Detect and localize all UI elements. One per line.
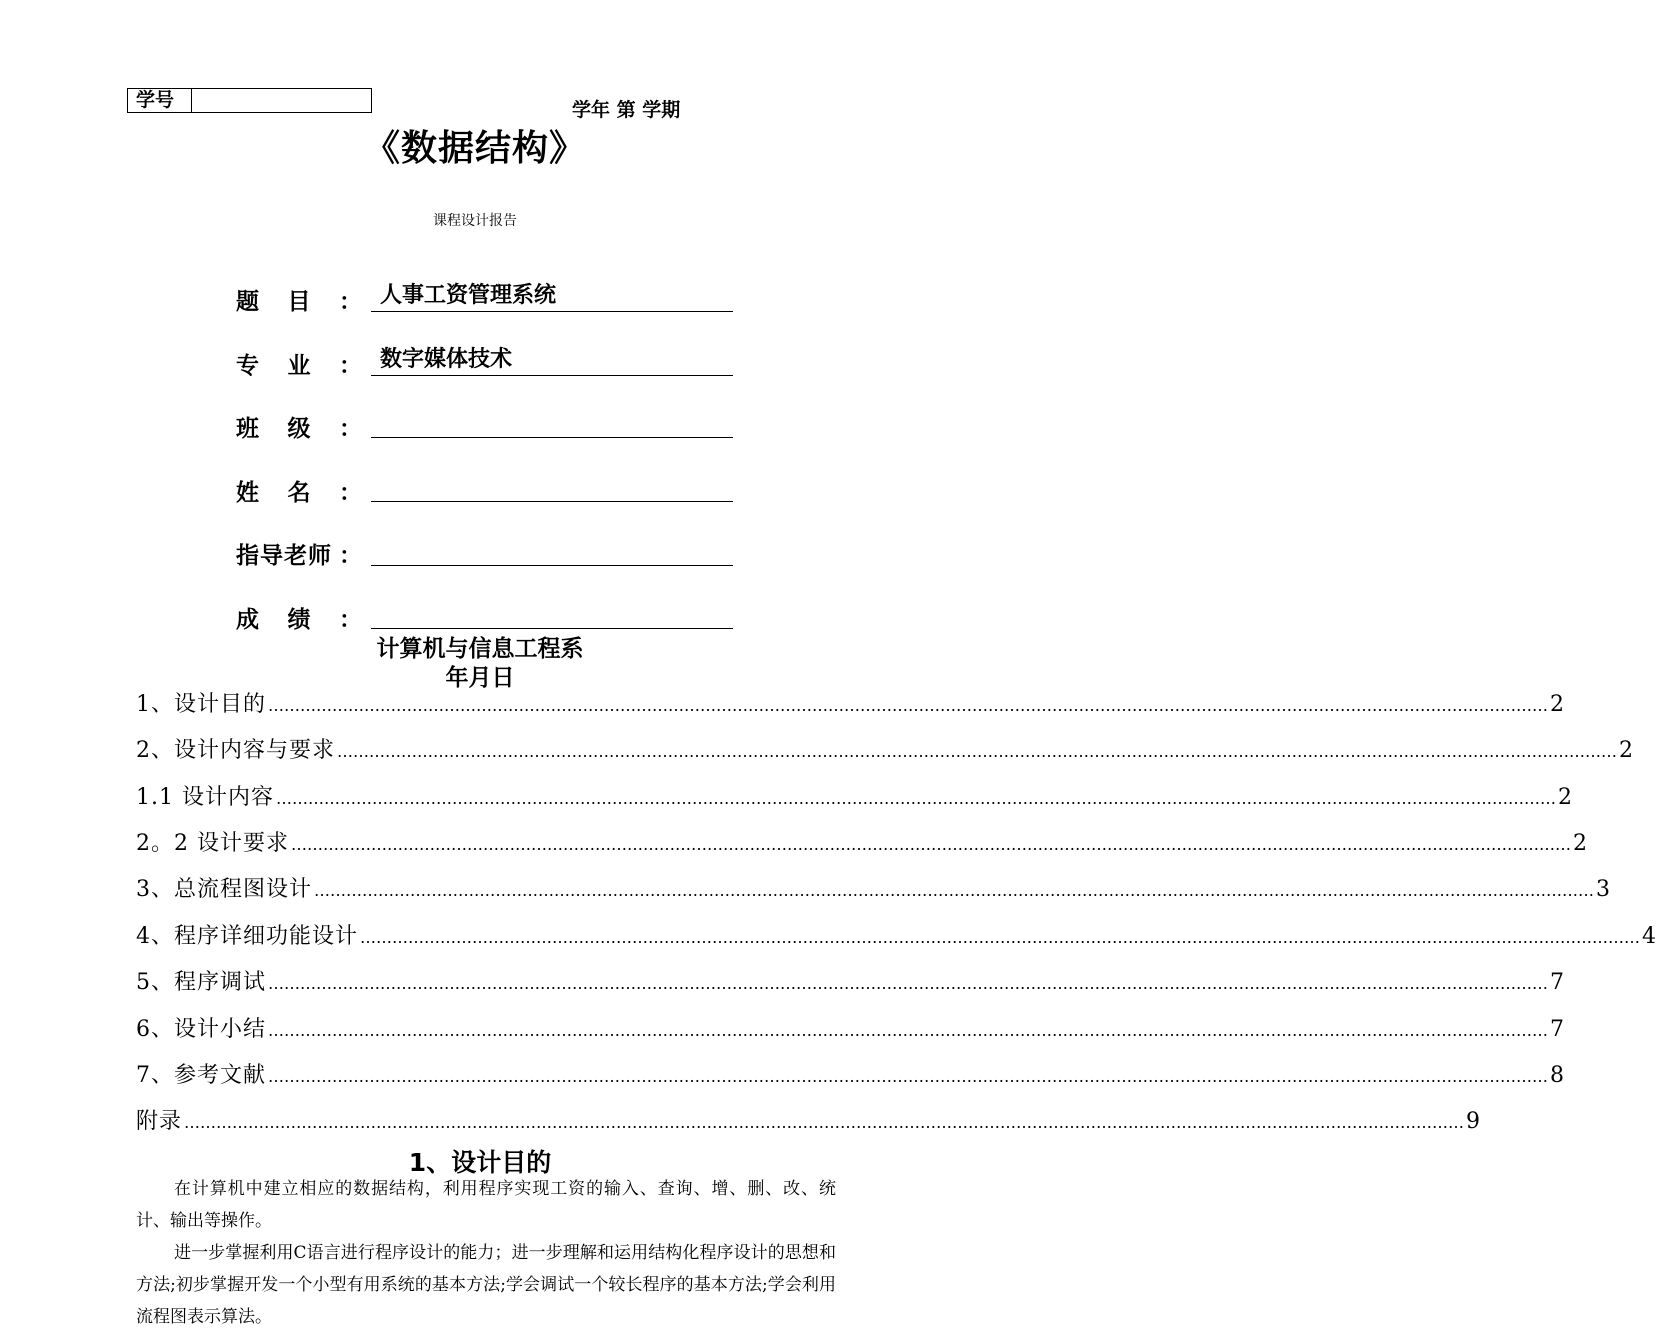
toc-entry[interactable]: 2、设计内容与要求 …………………………………………………………………………………………………………………………………………………………………………………………………………………… 2 [136,738,1633,763]
body-paragraph: 进一步掌握利用C语言进行程序设计的能力；进一步理解和运用结构化程序设计的思想和方法;初步掌握开发一个小型有用系统的基本方法;学会调试一个较长程序的基本方法;学会利用流程图表示算法。 [136,1243,836,1327]
toc-entry[interactable]: 4、程序详细功能设计 …………………………………………………………………………………………………………………………………………………………………………………………………………………… 4 [136,924,1656,949]
field-value-class [371,408,733,438]
student-id-box [127,88,372,113]
toc-entry[interactable]: 3、总流程图设计 …………………………………………………………………………………………………………………………………………………………………………………………………………………… 3 [136,877,1610,902]
field-value-advisor [371,536,733,566]
toc-entry[interactable]: 附录 …………………………………………………………………………………………………………………………………………………………………………………………………………………… 9 [136,1109,1481,1134]
field-label-major: 专 业 ： [236,353,362,379]
field-label-topic: 题 目 ： [236,289,362,315]
section-heading: 1、设计目的 [408,1148,552,1177]
toc-entry[interactable]: 5、程序调试 …………………………………………………………………………………………………………………………………………………………………………………………………………………… 7 [136,970,1564,995]
academic-term: 学年 第 学期 [572,99,681,121]
student-id-value [192,89,371,112]
body-paragraph: 在计算机中建立相应的数据结构，利用程序实现工资的输入、查询、增、删、改、统计、输出等操作。 [136,1179,836,1231]
toc-entry[interactable]: 2。2 设计要求 …………………………………………………………………………………………………………………………………………………………………………………………………………………… 2 [136,831,1587,856]
toc-leader: …………………………………………………………………………………………………………………………………………………………………………………………………………………… [268,1021,1548,1040]
field-value-topic: 人事工资管理系统 [371,282,733,312]
toc-leader: …………………………………………………………………………………………………………………………………………………………………………………………………………………… [268,974,1548,993]
department-name: 计算机与信息工程系 [376,636,584,662]
field-label-name: 姓 名 ： [236,480,362,506]
field-value-grade [371,599,733,629]
toc-entry[interactable]: 1.1 设计内容 …………………………………………………………………………………………………………………………………………………………………………………………………………………… 2 [136,785,1572,810]
toc-leader: …………………………………………………………………………………………………………………………………………………………………………………………………………………… [184,1113,1465,1132]
toc-leader: …………………………………………………………………………………………………………………………………………………………………………………………………………………… [268,1067,1548,1086]
field-label-advisor: 指导老师 ： [236,543,362,569]
field-value-major: 数字媒体技术 [371,346,733,376]
toc-leader: …………………………………………………………………………………………………………………………………………………………………………………………………………………… [360,928,1640,947]
toc-entry[interactable]: 1、设计目的 …………………………………………………………………………………………………………………………………………………………………………………………………………………… 2 [136,692,1564,717]
field-label-grade: 成 绩 ： [236,607,362,633]
toc-leader: …………………………………………………………………………………………………………………………………………………………………………………………………………………… [291,835,1571,854]
toc-leader: …………………………………………………………………………………………………………………………………………………………………………………………………………………… [275,789,1556,808]
toc-leader: …………………………………………………………………………………………………………………………………………………………………………………………………………………… [268,696,1548,715]
document-subtitle: 课程设计报告 [433,213,517,229]
report-date: 年月日 [445,665,515,691]
student-id-label: 学号 [128,89,192,112]
toc-leader: …………………………………………………………………………………………………………………………………………………………………………………………………………………… [337,742,1617,761]
toc-entry[interactable]: 6、设计小结 …………………………………………………………………………………………………………………………………………………………………………………………………………………… 7 [136,1017,1564,1042]
document-title: 《数据结构》 [363,128,586,169]
field-value-name [371,472,733,502]
toc-leader: …………………………………………………………………………………………………………………………………………………………………………………………………………………… [314,881,1594,900]
field-label-class: 班 级 ： [236,416,362,442]
toc-entry[interactable]: 7、参考文献 …………………………………………………………………………………………………………………………………………………………………………………………………………………… 8 [136,1063,1564,1088]
